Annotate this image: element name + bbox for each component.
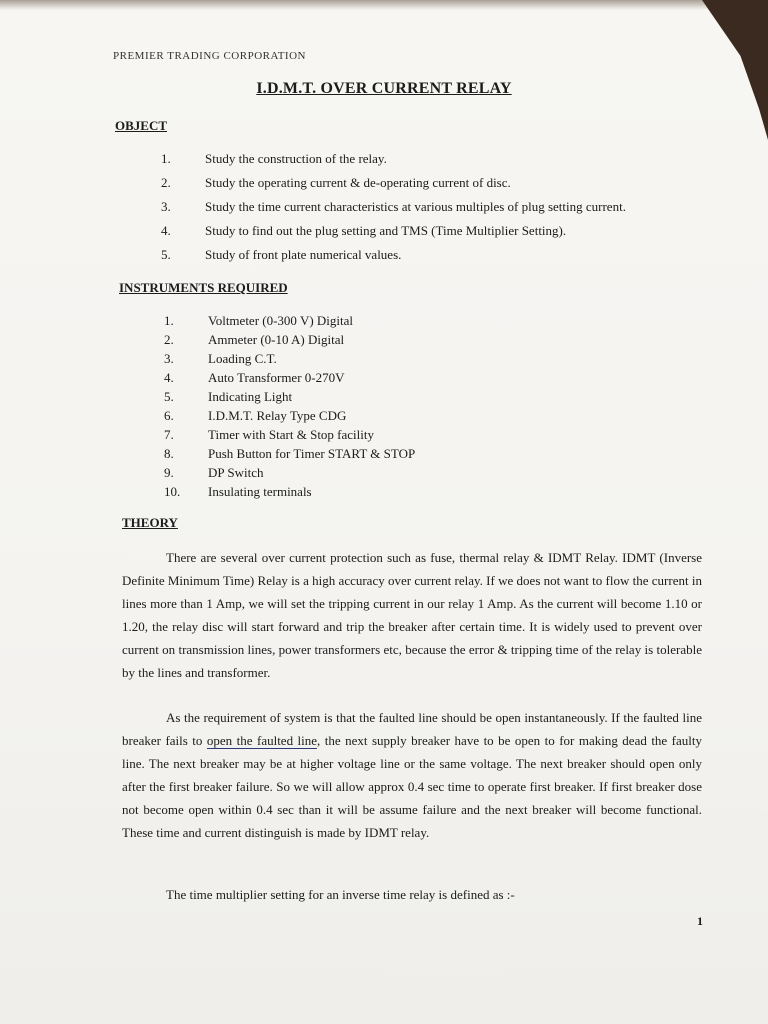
object-list-item-text: Study the construction of the relay. <box>205 151 387 166</box>
page-number: 1 <box>697 914 703 928</box>
object-list-item-text: Study to find out the plug setting and TMS (Time Multiplier Setting). <box>205 223 567 238</box>
instruments-list-item-number: 7. <box>164 427 174 442</box>
instruments-list-item-text: Voltmeter (0-300 V) Digital <box>208 313 354 328</box>
instruments-list-item-text: Timer with Start & Stop facility <box>208 427 374 442</box>
instruments-list-item-number: 1. <box>164 313 174 328</box>
instruments-heading: INSTRUMENTS REQUIRED <box>119 280 288 295</box>
instruments-list-item-number: 3. <box>164 351 174 366</box>
object-list-item-number: 2. <box>161 175 171 190</box>
background-corner <box>658 0 768 140</box>
object-list-item-number: 4. <box>161 223 171 238</box>
instruments-list-item-text: Push Button for Timer START & STOP <box>208 446 416 461</box>
theory-paragraph-2-end: , the next supply breaker have to be open to for making dead the faulty line. The next breaker may be at higher voltage line or the same voltage. The next breaker should open only after the first breaker failure. So we will allow approx 0.4 sec time to operate first breaker. If first breaker dose not become open within 0.4 sec than it will be assume failure and the next breaker will become functional. These time and current distinguish is made by IDMT relay. <box>122 733 702 840</box>
instruments-list-item-number: 9. <box>164 465 174 480</box>
theory-paragraph-2-start: As the requirement of system is that the faulted line should be open instantaneously. If the faulted line breaker fails to <box>122 710 702 748</box>
theory-paragraph-1 <box>122 546 702 684</box>
instruments-list-item-text: Loading C.T. <box>208 351 277 366</box>
instruments-list-item-text: I.D.M.T. Relay Type CDG <box>208 408 347 423</box>
instruments-list-item-text: Indicating Light <box>208 389 293 404</box>
theory-heading: THEORY <box>122 515 178 530</box>
instruments-list-item-number: 6. <box>164 408 174 423</box>
theory-paragraph-1-text: There are several over current protection such as fuse, thermal relay & IDMT Relay. IDMT (Inverse Definite Minimum Time) Relay is a high accuracy over current relay. If we does not want to flow the current in lines more than 1 Amp, we will set the tripping current in our relay 1 Amp. As the current will become 1.10 or 1.20, the relay disc will start forward and trip the breaker after certain time. It is widely used to prevent over current on transmission lines, power transformers etc, because the error & tripping time of the relay is tolerable by the lines and transformer. <box>122 550 702 680</box>
theory-paragraph-3-text: The time multiplier setting for an inverse time relay is defined as :- <box>166 887 515 902</box>
instruments-list-item-text: Auto Transformer 0-270V <box>208 370 345 385</box>
object-list-item-text: Study of front plate numerical values. <box>205 247 402 262</box>
object-heading: OBJECT <box>115 118 168 133</box>
document-title: I.D.M.T. OVER CURRENT RELAY <box>256 80 512 97</box>
object-list-item-number: 3. <box>161 199 171 214</box>
object-list-item-number: 5. <box>161 247 171 262</box>
instruments-list-item-number: 8. <box>164 446 174 461</box>
page-edge-shadow <box>0 0 768 10</box>
instruments-list-item-number: 2. <box>164 332 174 347</box>
pen-underlined-text: open the faulted line <box>206 733 318 748</box>
object-list-item-text: Study the time current characteristics at various multiples of plug setting current. <box>205 199 626 214</box>
company-name: PREMIER TRADING CORPORATION <box>113 50 306 62</box>
theory-paragraph-2 <box>122 706 702 844</box>
object-list-item-text: Study the operating current & de-operating current of disc. <box>205 175 511 190</box>
instruments-list-item-number: 4. <box>164 370 174 385</box>
theory-paragraph-3 <box>122 883 702 906</box>
object-list-item-number: 1. <box>161 151 171 166</box>
instruments-list-item-text: DP Switch <box>208 465 264 480</box>
instruments-list-item-text: Insulating terminals <box>208 484 312 499</box>
instruments-list-item-number: 5. <box>164 389 174 404</box>
instruments-list-item-text: Ammeter (0-10 A) Digital <box>208 332 345 347</box>
instruments-list-item-number: 10. <box>164 484 181 499</box>
